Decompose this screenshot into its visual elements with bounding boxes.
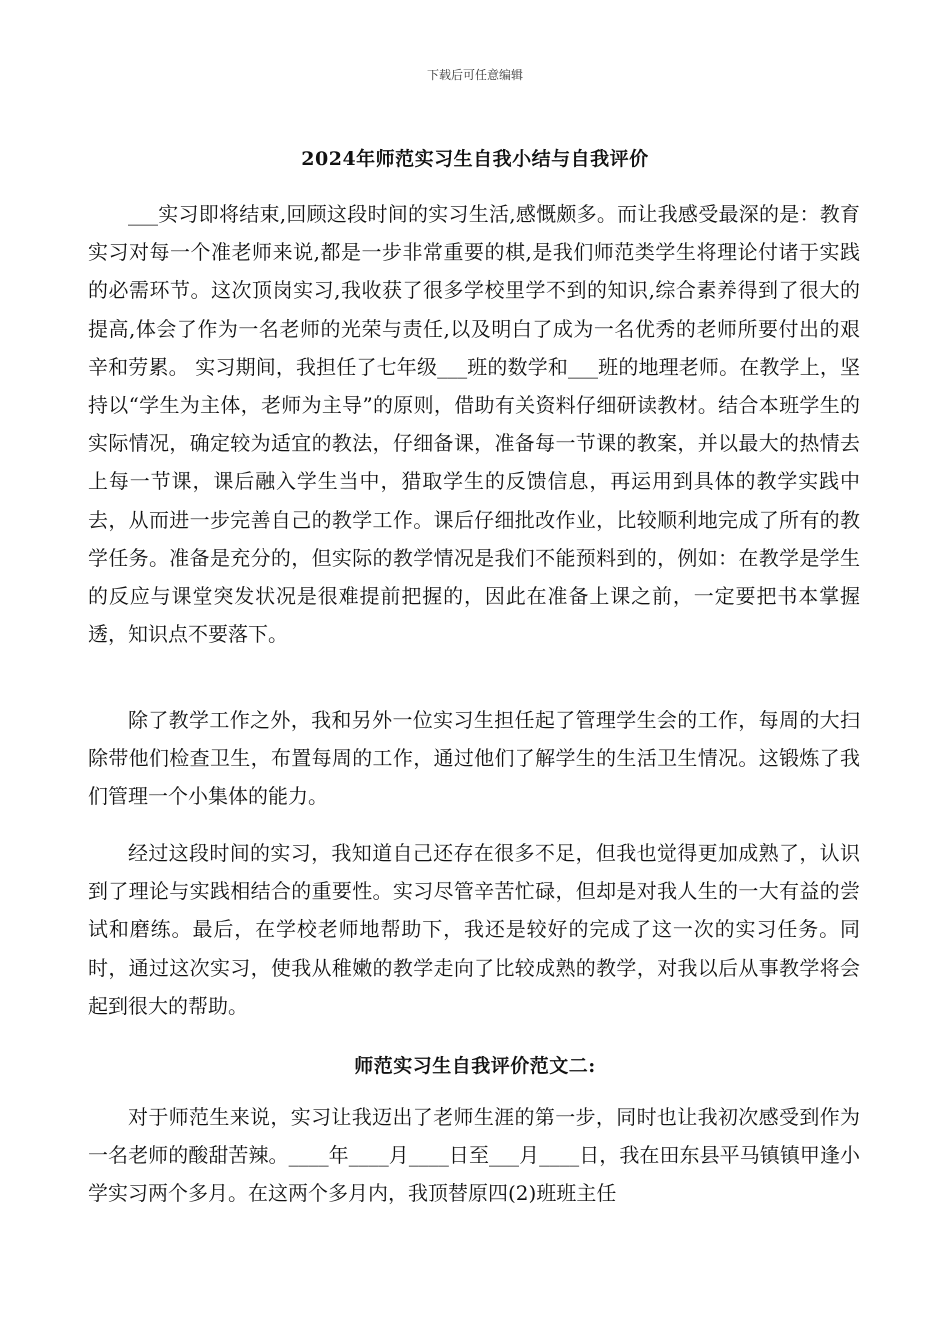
section2-paragraph-1: 对于师范生来说，实习让我迈出了老师生涯的第一步，同时也让我初次感受到作为一名老师的酸甜苦辣。____年____月____日至___月____日，我在田东县平马镇镇甲逢小学实习两个多月。在这两个多月内，我顶替原四(2)班班主任: [88, 1105, 860, 1206]
header-note: 下载后可任意编辑: [426, 68, 523, 82]
document-title: 2024年师范实习生自我小结与自我评价: [301, 148, 649, 170]
paragraph-3: 经过这段时间的实习，我知道自己还存在很多不足，但我也觉得更加成熟了，认识到了理论与实践相结合的重要性。实习尽管辛苦忙碌，但却是对我人生的一大有益的尝试和磨练。最后，在学校老师地帮助下，我还是较好的完成了这一次的实习任务。同时，通过这次实习，使我从稚嫩的教学走向了比较成熟的教学，对我以后从事教学将会起到很大的帮助。: [88, 841, 860, 1018]
paragraph-2: 除了教学工作之外，我和另外一位实习生担任起了管理学生会的工作，每周的大扫除带他们检查卫生，布置每周的工作，通过他们了解学生的生活卫生情况。这锻炼了我们管理一个小集体的能力。: [88, 708, 860, 809]
section-title: 师范实习生自我评价范文二:: [354, 1055, 596, 1077]
paragraph-1: ___实习即将结束,回顾这段时间的实习生活,感慨颇多。而让我感受最深的是：教育实习对每一个准老师来说,都是一步非常重要的棋,是我们师范类学生将理论付诸于实践的必需环节。这次顶岗实习,我收获了很多学校里学不到的知识,综合素养得到了很大的提高,体会了作为一名老师的光荣与责任,以及明白了成为一名优秀的老师所要付出的艰辛和劳累。 实习期间，我担任了七年级___班的数学和___班的地理老师。在教学上，坚持以“学生为主体，老师为主导”的原则，借助有关资料仔细研读教材。结合本班学生的实际情况，确定较为适宜的教法，仔细备课，准备每一节课的教案，并以最大的热情去上每一节课，课后融入学生当中，猎取学生的反馈信息，再运用到具体的教学实践中去，从而进一步完善自己的教学工作。课后仔细批改作业，比较顺利地完成了所有的教学任务。准备是充分的，但实际的教学情况是我们不能预料到的，例如：在教学是学生的反应与课堂突发状况是很难提前把握的，因此在准备上课之前，一定要把书本掌握透，知识点不要落下。: [88, 202, 860, 647]
